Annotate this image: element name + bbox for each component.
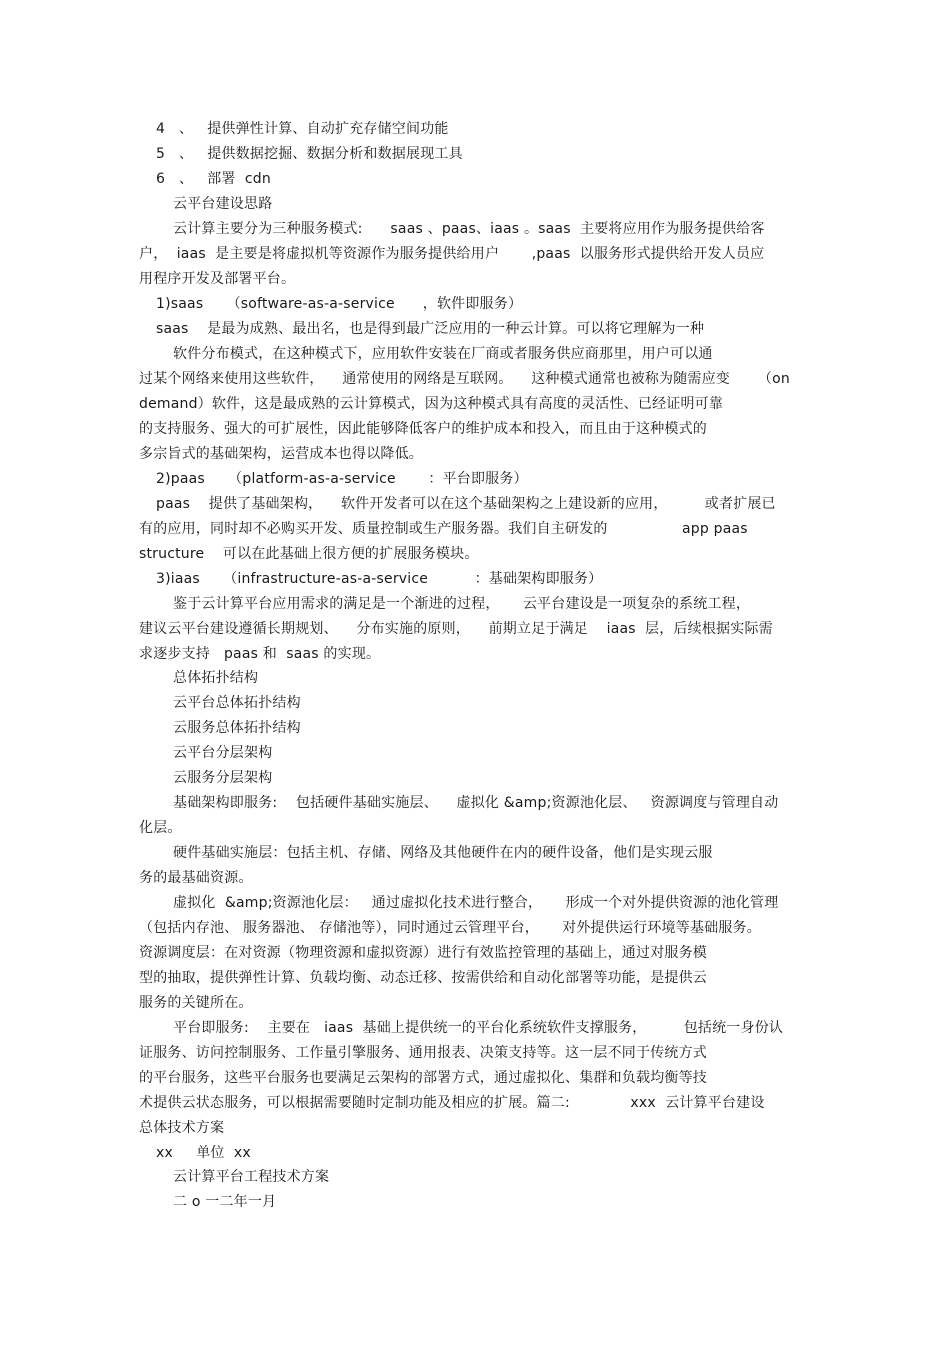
document-title: 云计算平台工程技术方案 <box>173 1169 330 1185</box>
text-line: paas 提供了基础架构， 软件开发者可以在这个基础架构之上建设新的应用， 或者扩展已 <box>156 496 776 512</box>
text-line: structure 可以在此基础上很方便的扩展服务模块。 <box>139 546 479 562</box>
text-line: saas 是最为成熟、最出名，也是得到最广泛应用的一种云计算。可以将它理解为一种 <box>156 321 705 337</box>
text-line: 3)iaas （infrastructure-as-a-service ：基础架构即服务） <box>156 571 603 587</box>
text-line: 多宗旨式的基础架构，运营成本也得以降低。 <box>139 446 423 462</box>
text-line: 服务的关键所在。 <box>139 995 253 1011</box>
text-line: 过某个网络来使用这些软件， 通常使用的网络是互联网。 这种模式通常也被称为随需应变 （on <box>139 371 790 387</box>
text-line: 4 、 提供弹性计算、自动扩充存储空间功能 <box>156 121 449 137</box>
text-line: xx 单位 xx <box>156 1145 251 1161</box>
section-heading: 总体拓扑结构 <box>173 670 259 686</box>
text-line: 型的抽取，提供弹性计算、负载均衡、动态迁移、按需供给和自动化部署等功能，是提供云 <box>139 970 707 986</box>
text-line: 基础架构即服务: 包括硬件基础实施层、 虚拟化 &amp;资源池化层、 资源调度与管理自动 <box>173 795 779 811</box>
text-line: 证服务、访问控制服务、工作量引擎服务、通用报表、决策支持等。这一层不同于传统方式 <box>139 1045 707 1061</box>
text-line: 平台即服务: 主要在 iaas 基础上提供统一的平台化系统软件支撑服务， 包括统一身份认 <box>173 1020 784 1036</box>
document-date: 二 o 一二年一月 <box>173 1194 277 1210</box>
text-line: 1)saas （software-as-a-service ，软件即服务） <box>156 296 523 312</box>
section-heading: 云平台总体拓扑结构 <box>173 695 301 711</box>
text-line: 化层。 <box>139 820 182 836</box>
text-line: 建议云平台建设遵循长期规划、 分布实施的原则， 前期立足于满足 iaas 层，后续根据实际需 <box>139 621 773 637</box>
text-line: 资源调度层：在对资源（物理资源和虚拟资源）进行有效监控管理的基础上，通过对服务模 <box>139 945 707 961</box>
text-line: 软件分布模式，在这种模式下，应用软件安装在厂商或者服务供应商那里，用户可以通 <box>173 346 713 362</box>
text-line: 有的应用，同时却不必购买开发、质量控制或生产服务器。我们自主研发的 app paas <box>139 521 748 537</box>
text-line: demand）软件，这是最成熟的云计算模式，因为这种模式具有高度的灵活性、已经证明可靠 <box>139 396 724 412</box>
text-line: 6 、 部署 cdn <box>156 171 271 187</box>
text-line: 鉴于云计算平台应用需求的满足是一个渐进的过程， 云平台建设是一项复杂的系统工程， <box>173 596 751 612</box>
section-heading: 云服务分层架构 <box>173 770 273 786</box>
text-line: 的支持服务、强大的可扩展性，因此能够降低客户的维护成本和投入，而且由于这种模式的 <box>139 421 707 437</box>
text-line: 硬件基础实施层：包括主机、存储、网络及其他硬件在内的硬件设备，他们是实现云服 <box>173 845 713 861</box>
text-line: 云计算主要分为三种服务模式: saas 、paas、iaas 。saas 主要将应用作为服务提供给客 <box>173 221 765 237</box>
section-heading: 云服务总体拓扑结构 <box>173 720 301 736</box>
section-heading: 云平台建设思路 <box>173 196 273 212</box>
text-line: 2)paas （platform-as-a-service ：平台即服务） <box>156 471 528 487</box>
text-line: 虚拟化 &amp;资源池化层： 通过虚拟化技术进行整合， 形成一个对外提供资源的池化管理 <box>173 895 779 911</box>
text-line: 5 、 提供数据挖掘、数据分析和数据展现工具 <box>156 146 463 162</box>
text-line: 的平台服务，这些平台服务也要满足云架构的部署方式，通过虚拟化、集群和负载均衡等技 <box>139 1070 707 1086</box>
text-line: 术提供云状态服务，可以根据需要随时定制功能及相应的扩展。篇二: xxx 云计算平台建设 <box>139 1095 765 1111</box>
section-heading: 云平台分层架构 <box>173 745 273 761</box>
text-line: 务的最基础资源。 <box>139 870 253 886</box>
text-line: 用程序开发及部署平台。 <box>139 271 296 287</box>
text-line: 总体技术方案 <box>139 1120 225 1136</box>
text-line: 求逐步支持 paas 和 saas 的实现。 <box>139 646 381 662</box>
text-line: （包括内存池、 服务器池、 存储池等），同时通过云管理平台， 对外提供运行环境等基础服务。 <box>139 920 761 936</box>
text-line: 户， iaas 是主要是将虚拟机等资源作为服务提供给用户 ,paas 以服务形式提供给开发人员应 <box>139 246 765 262</box>
